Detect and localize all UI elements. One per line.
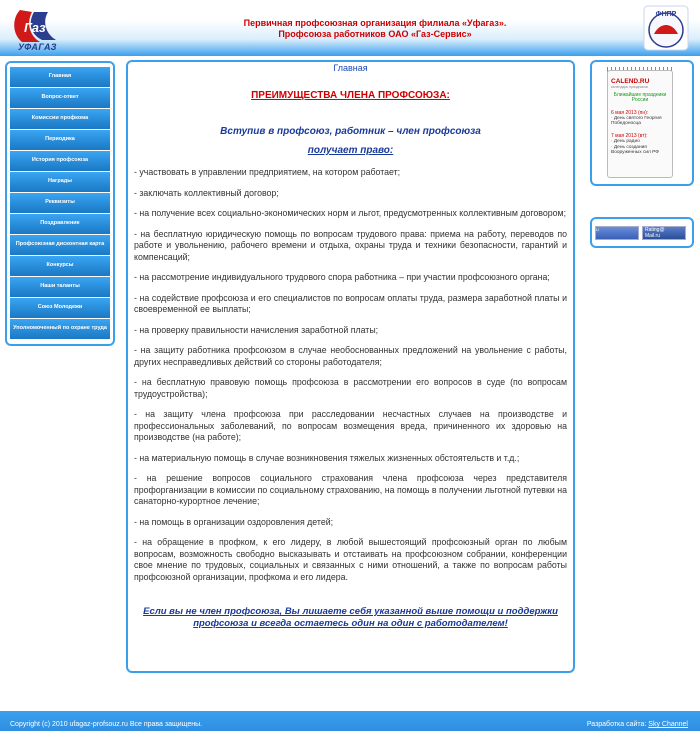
list-item: - на содействие профсоюза и его специалистов по вопросам оплаты труда, размера заработной платы и своевременной ее выплаты; (134, 292, 567, 314)
nav-item-discount-card[interactable]: Профсоюзная дисконтная карта (10, 235, 110, 255)
counter-1-label: LI (596, 227, 600, 232)
calendar-brand[interactable]: CALEND.RU (611, 78, 650, 85)
site-title-line1: Первичная профсоюзная организация филиала «Уфагаз». (243, 18, 507, 28)
developer-link[interactable]: Sky Channel (648, 721, 688, 728)
calendar-event-2b[interactable]: · День создания Вооруженных сил РФ (611, 144, 659, 155)
list-item: - на получение всех социально-экономических норм и льгот, предусмотренных коллективным договором; (134, 208, 567, 218)
calendar-date-2: 7 мая 2013 (вт): (611, 133, 648, 140)
nav-item-labor-safety[interactable]: Уполномоченный по охране труда (10, 319, 110, 339)
calendar-event-2a[interactable]: · День радио (611, 139, 640, 145)
nav-item-requisites[interactable]: Реквизиты (10, 193, 110, 213)
counters-widget (590, 217, 694, 248)
list-item: - на помощь в организации оздоровления детей; (134, 516, 334, 527)
site-title-line2: Профсоюза работников ОАО «Газ-Сервис» (278, 29, 472, 39)
nav-item-commissions[interactable]: Комиссии профкома (10, 109, 110, 129)
list-item: - на решение вопросов социального страхования члена профсоюза через представителя профорганизации в комиссии по социальному страхованию, на помощь в получении льготной путевки на санаторно-курортное лечение; (134, 473, 567, 506)
mailru-rating-counter[interactable] (642, 226, 686, 240)
calendar-card[interactable] (607, 70, 673, 178)
list-item: - на бесплатную юридическую помощь по вопросам трудового права: приема на работу, переводов по работе и увольнению, рабочего времени и отдыха, охраны труда и техники безопасности, гарантий и компенсаций; (134, 228, 567, 262)
header (0, 0, 700, 56)
list-item: - на материальную помощь в случае возникновения тяжелых жизненных обстоятельств и т.д.; (134, 452, 520, 463)
counter-2-line1: Rating@ (645, 227, 665, 233)
list-item: - на рассмотрение индивидуального трудового спора работника – при участии профсоюзного органа; (134, 272, 550, 282)
list-item: - на обращение в профком, к его лидеру, в любой вышестоящий профсоюзный орган по любым вопросам, возможность свободно высказывать и отстаивать на профсоюзном собрании, конференции свое мнение по трудовых, социальных и связанных с ними отношений, а также по вопросам работы профсоюзной организации, профкома и его лидера. (134, 537, 567, 582)
list-item: - участвовать в управлении предприятием, на котором работает; (134, 167, 401, 177)
calendar-date-1: 6 мая 2013 (пн): (611, 110, 649, 116)
calendar-widget (590, 60, 694, 186)
developer-label: Разработка сайта: (586, 721, 647, 728)
list-item: - на проверку правильности начисления заработной платы; (134, 324, 379, 335)
nav-item-congratulations[interactable]: Поздравление (10, 214, 110, 234)
sidebar-nav (5, 61, 115, 346)
developer-credit (587, 721, 688, 728)
page-subheading-2: получает право: (307, 145, 394, 156)
nav-item-awards[interactable]: Награды (10, 172, 110, 192)
main-content (126, 60, 575, 673)
nav-item-home[interactable]: Главная (10, 67, 110, 87)
list-item: - заключать коллективный договор; (134, 187, 279, 198)
list-item: - на бесплатную правовую помощь профсоюза в рассмотрении его вопросов в суде (по вопросам трудоустройства); (134, 377, 567, 399)
nav-item-faq[interactable]: Вопрос-ответ (10, 88, 110, 108)
calendar-brand-sub: календарь праздников (611, 85, 648, 89)
calendar-upcoming-label: Ближайшие праздники России (613, 92, 667, 103)
list-item: - на защиту работника профсоюзом в случае необоснованных предложений на увольнение с работы, других несправедливых действий со стороны работодателя; (134, 345, 567, 367)
copyright: Copyright (c) 2010 ufagaz-profsouz.ru Все права защищены. (10, 721, 203, 728)
page-heading: ПРЕИМУЩЕСТВА ЧЛЕНА ПРОФСОЮЗА: (251, 90, 450, 101)
list-item: - на защиту члена профсоюза при расследовании несчастных случаев на производстве и профессиональных заболеваний, по вопросам возмещения вреда, причиненного их здоровью на производстве (на работе); (134, 409, 567, 442)
svg-text:Газ: Газ (24, 20, 46, 35)
nav-item-youth-union[interactable]: Союз Молодежи (10, 298, 110, 318)
counter-2-line2: Mail.ru (645, 233, 661, 239)
site-title (200, 18, 550, 40)
page-subheading: Вступив в профсоюз, работник – член профсоюза (220, 126, 481, 137)
membership-note: Если вы не член профсоюза, Вы лишаете себя указанной выше помощи и поддержки профсоюза и всегда остаетесь один на один с работодателем! (143, 606, 558, 629)
logo-caption: УФАГАЗ (18, 42, 57, 52)
nav-item-talents[interactable]: Наши таланты (10, 277, 110, 297)
rights-list (134, 167, 567, 583)
liveinternet-counter[interactable] (595, 226, 639, 240)
fnpr-label: ФНПР (655, 11, 677, 18)
nav-item-contests[interactable]: Конкурсы (10, 256, 110, 276)
nav-item-periodicals[interactable]: Периодика (10, 130, 110, 150)
fnpr-logo[interactable] (642, 4, 690, 52)
calendar-event-1[interactable]: · День святого Георгия Победоносца (611, 116, 662, 127)
breadcrumb[interactable]: Главная (333, 63, 368, 73)
nav-item-history[interactable]: История профсоюза (10, 151, 110, 171)
